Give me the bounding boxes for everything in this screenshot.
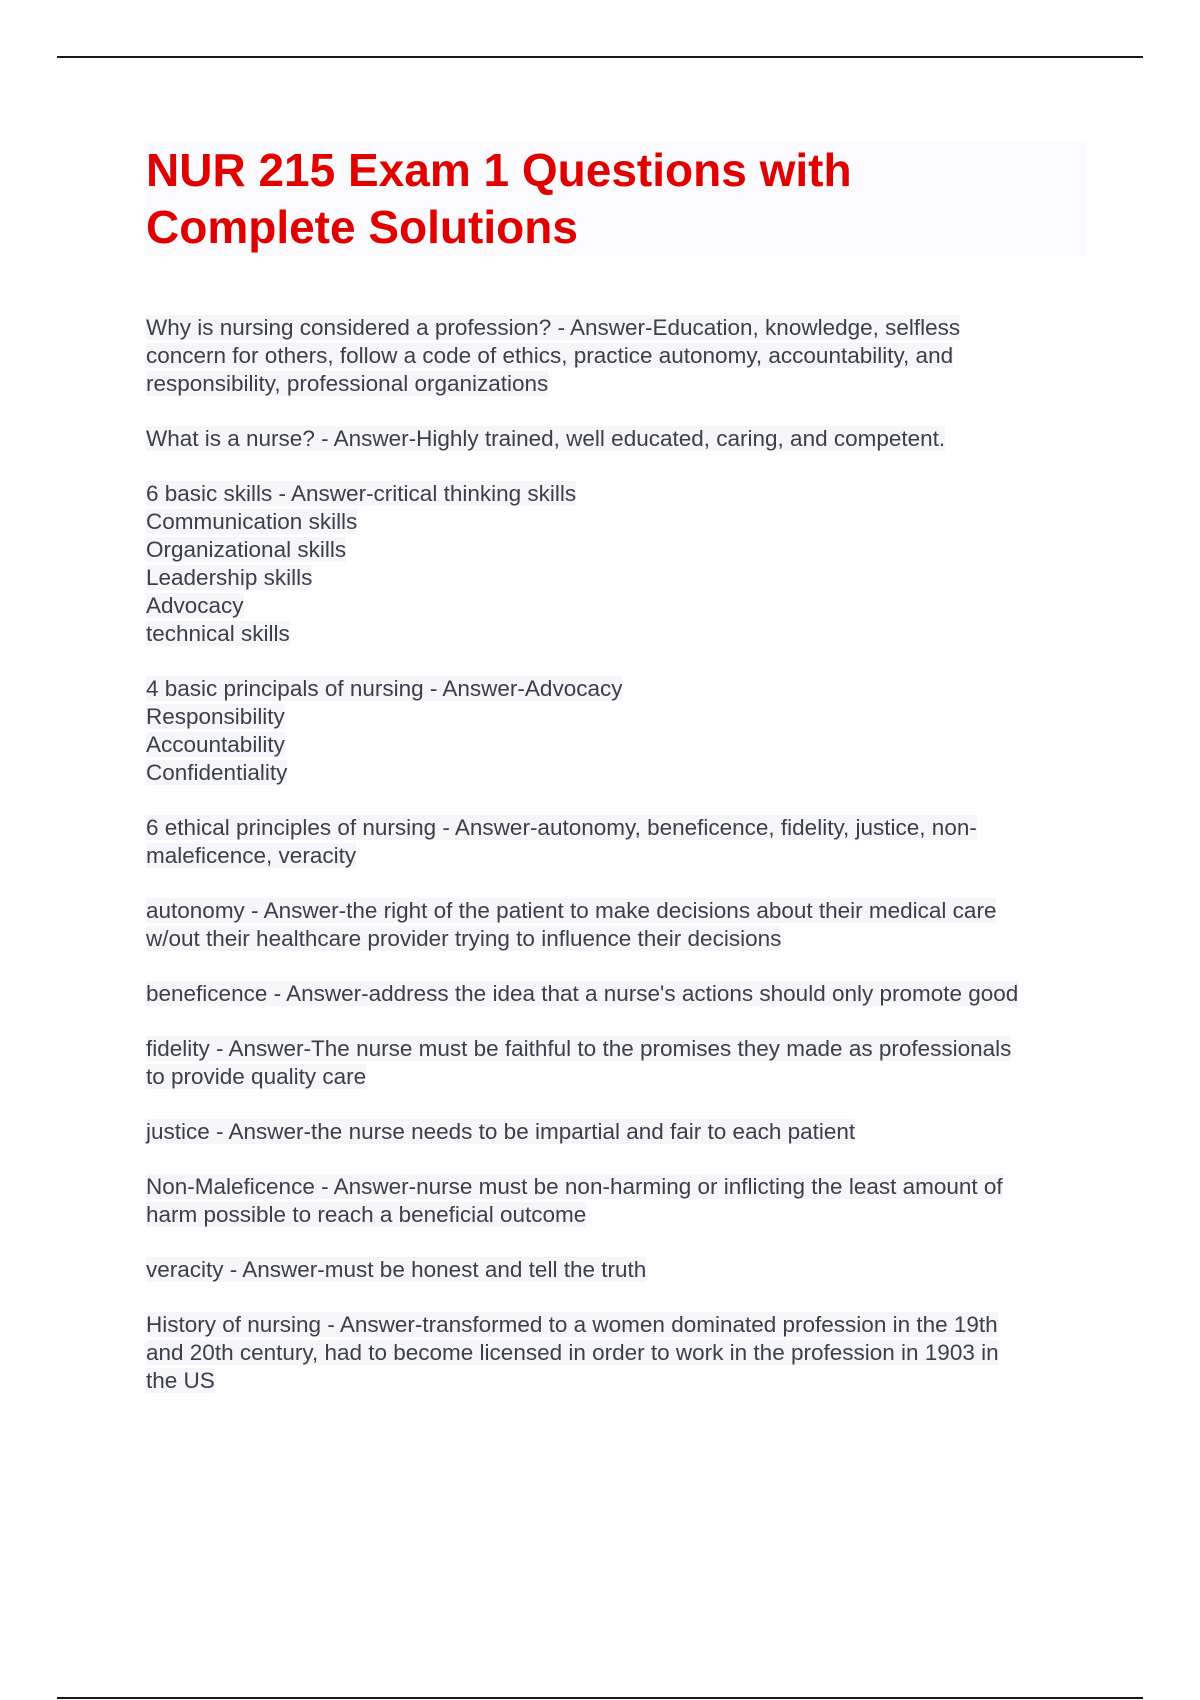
footer-rule (57, 1697, 1143, 1699)
qa-entry-line (146, 1256, 1086, 1284)
qa-entry-line (146, 370, 1086, 398)
qa-entry (146, 425, 1086, 453)
document-body (146, 142, 1086, 1422)
qa-entry-text: technical skills (146, 621, 290, 646)
qa-entry-line (146, 980, 1086, 1008)
title-line-1: NUR 215 Exam 1 Questions with (146, 144, 852, 196)
qa-entry-text: the US (146, 1368, 215, 1393)
qa-entry-text: veracity - Answer-must be honest and tell the truth (146, 1257, 647, 1282)
qa-entry-line (146, 731, 1086, 759)
qa-entry (146, 314, 1086, 398)
qa-entry-line (146, 1367, 1086, 1395)
qa-entry-line (146, 1063, 1086, 1091)
qa-entry-line (146, 342, 1086, 370)
qa-entry (146, 1118, 1086, 1146)
qa-entry-text: Accountability (146, 732, 285, 757)
qa-entry-line (146, 703, 1086, 731)
qa-entry-text: autonomy - Answer-the right of the patient to make decisions about their medical care (146, 898, 997, 923)
qa-entry-text: What is a nurse? - Answer-Highly trained, well educated, caring, and competent. (146, 426, 946, 451)
qa-entry (146, 1035, 1086, 1091)
qa-entry (146, 480, 1086, 648)
qa-entry-text: 6 ethical principles of nursing - Answer-autonomy, beneficence, fidelity, justice, non- (146, 815, 977, 840)
qa-entry (146, 814, 1086, 870)
header-rule (57, 56, 1143, 58)
qa-entry-line (146, 508, 1086, 536)
qa-entry-text: fidelity - Answer-The nurse must be faithful to the promises they made as professionals (146, 1036, 1012, 1061)
qa-entry-text: to provide quality care (146, 1064, 367, 1089)
qa-entry-text: Non-Maleficence - Answer-nurse must be non-harming or inflicting the least amount of (146, 1174, 1003, 1199)
qa-entry (146, 980, 1086, 1008)
qa-entry-text: Communication skills (146, 509, 358, 534)
qa-entry-line (146, 759, 1086, 787)
qa-entry-line (146, 814, 1086, 842)
qa-entry (146, 1256, 1086, 1284)
qa-entry-line (146, 1201, 1086, 1229)
qa-entry-line (146, 592, 1086, 620)
qa-entry-line (146, 314, 1086, 342)
qa-entry-line (146, 1311, 1086, 1339)
qa-entry (146, 897, 1086, 953)
qa-entry (146, 1311, 1086, 1395)
qa-entry-text: History of nursing - Answer-transformed to a women dominated profession in the 19th (146, 1312, 998, 1337)
qa-entry-line (146, 620, 1086, 648)
qa-entry-text: 4 basic principals of nursing - Answer-Advocacy (146, 676, 623, 701)
title-line-2: Complete Solutions (146, 201, 578, 253)
qa-entry-line (146, 1339, 1086, 1367)
qa-entry-text: justice - Answer-the nurse needs to be impartial and fair to each patient (146, 1119, 856, 1144)
qa-entry-line (146, 1173, 1086, 1201)
qa-entry-text: and 20th century, had to become licensed in order to work in the profession in 1903 in (146, 1340, 999, 1365)
qa-entry-line (146, 1035, 1086, 1063)
qa-entry-text: responsibility, professional organizations (146, 371, 549, 396)
qa-entry-line (146, 1118, 1086, 1146)
qa-entry-line (146, 425, 1086, 453)
qa-entry-line (146, 925, 1086, 953)
qa-entry (146, 1173, 1086, 1229)
document-title (146, 142, 1086, 256)
qa-entry-text: concern for others, follow a code of ethics, practice autonomy, accountability, and (146, 343, 954, 368)
qa-entry (146, 675, 1086, 787)
qa-entry-text: Responsibility (146, 704, 285, 729)
qa-entry-line (146, 897, 1086, 925)
qa-entry-text: harm possible to reach a beneficial outcome (146, 1202, 587, 1227)
qa-entry-text: Leadership skills (146, 565, 313, 590)
qa-entry-text: maleficence, veracity (146, 843, 357, 868)
qa-entry-text: 6 basic skills - Answer-critical thinking skills (146, 481, 577, 506)
qa-entry-line (146, 842, 1086, 870)
qa-entry-text: Advocacy (146, 593, 244, 618)
qa-entry-text: Organizational skills (146, 537, 347, 562)
qa-entry-line (146, 564, 1086, 592)
qa-entry-line (146, 675, 1086, 703)
qa-entry-text: Confidentiality (146, 760, 288, 785)
qa-entry-line (146, 536, 1086, 564)
qa-entry-text: beneficence - Answer-address the idea that a nurse's actions should only promote good (146, 981, 1019, 1006)
qa-list (146, 314, 1086, 1395)
qa-entry-text: w/out their healthcare provider trying to influence their decisions (146, 926, 782, 951)
qa-entry-text: Why is nursing considered a profession? - Answer-Education, knowledge, selfless (146, 315, 961, 340)
qa-entry-line (146, 480, 1086, 508)
